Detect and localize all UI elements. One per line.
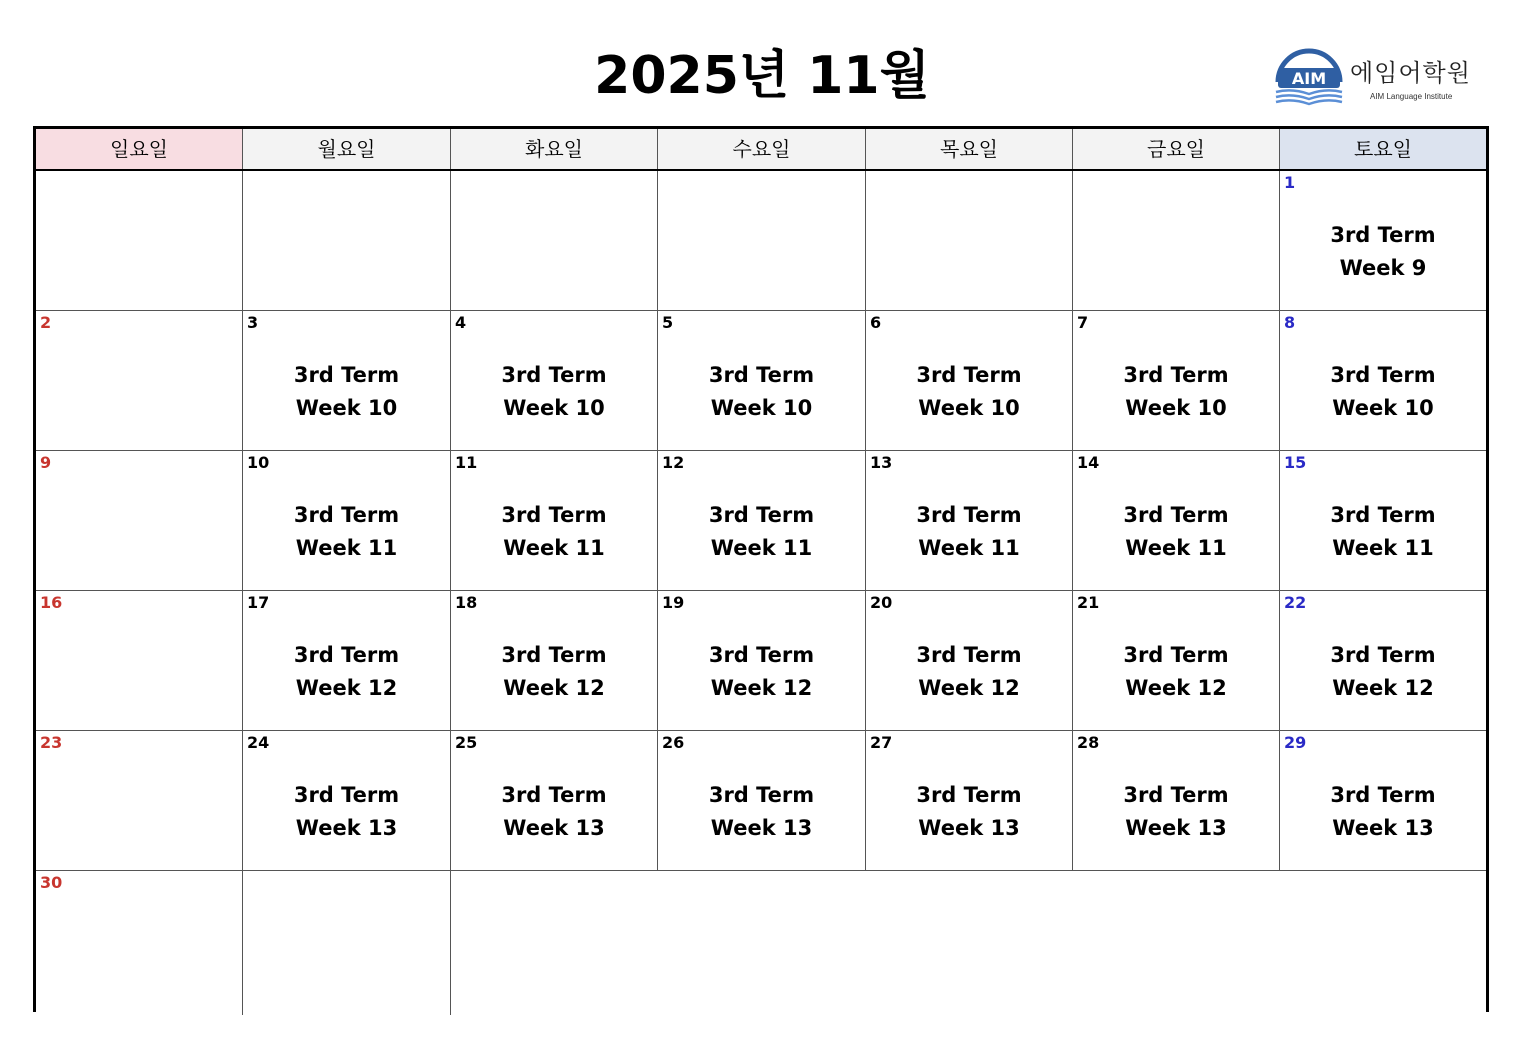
day-number: 5 xyxy=(662,313,674,332)
day-number: 23 xyxy=(40,733,63,752)
day-cell xyxy=(36,171,243,311)
day-number: 8 xyxy=(1284,313,1296,332)
logo-name: 에임어학원 xyxy=(1350,59,1471,87)
day-event: 3rd Term Week 10 xyxy=(1330,363,1436,420)
day-event: 3rd Term Week 9 xyxy=(1330,223,1436,280)
aim-logo-icon xyxy=(1272,48,1346,106)
day-cell xyxy=(451,451,658,591)
day-event: 3rd Term Week 11 xyxy=(293,503,400,560)
weekday-header-monday: 월요일 xyxy=(243,129,451,169)
day-event: 3rd Term Week 11 xyxy=(708,503,815,560)
weekday-header-sunday: 일요일 xyxy=(36,129,243,169)
day-cell xyxy=(36,591,243,731)
day-event: 3rd Term Week 12 xyxy=(1123,643,1229,700)
logo-mark-text: AIM xyxy=(1291,69,1327,88)
day-cell xyxy=(1073,591,1280,731)
day-number: 7 xyxy=(1077,313,1089,332)
weekday-header-wednesday: 수요일 xyxy=(658,129,866,169)
day-cell xyxy=(658,451,866,591)
day-cell xyxy=(1280,591,1486,731)
day-cell xyxy=(451,311,658,451)
day-number: 1 xyxy=(1284,173,1296,192)
weekday-header-tuesday: 화요일 xyxy=(451,129,658,169)
day-cell xyxy=(866,591,1073,731)
day-number: 11 xyxy=(455,453,478,472)
day-event: 3rd Term Week 13 xyxy=(1330,783,1436,840)
day-event: 3rd Term Week 11 xyxy=(501,503,607,560)
day-cell xyxy=(1073,171,1280,311)
day-event: 3rd Term Week 11 xyxy=(1123,503,1229,560)
day-cell xyxy=(243,451,451,591)
day-cell xyxy=(1280,451,1486,591)
day-event: 3rd Term Week 10 xyxy=(501,363,607,420)
weekday-header-row xyxy=(36,129,1486,171)
day-number: 26 xyxy=(662,733,685,752)
day-event: 3rd Term Week 12 xyxy=(708,643,815,700)
day-number: 13 xyxy=(870,453,893,472)
day-event: 3rd Term Week 12 xyxy=(1330,643,1436,700)
day-number: 15 xyxy=(1284,453,1307,472)
day-number: 18 xyxy=(455,593,478,612)
day-cell xyxy=(1280,171,1486,311)
day-cell xyxy=(658,171,866,311)
day-cell xyxy=(658,591,866,731)
day-event: 3rd Term Week 13 xyxy=(708,783,815,840)
weekday-header-friday: 금요일 xyxy=(1073,129,1280,169)
calendar-title: 2025년 11월 xyxy=(594,46,930,106)
weekday-header-saturday: 토요일 xyxy=(1280,129,1486,169)
day-cell xyxy=(36,731,243,871)
day-event: 3rd Term Week 10 xyxy=(1123,363,1229,420)
day-cell xyxy=(243,731,451,871)
day-cell xyxy=(243,871,451,1015)
day-cell xyxy=(1073,311,1280,451)
day-cell xyxy=(451,591,658,731)
day-number: 28 xyxy=(1077,733,1100,752)
day-number: 17 xyxy=(247,593,270,612)
day-number: 14 xyxy=(1077,453,1100,472)
day-number: 16 xyxy=(40,593,63,612)
day-number: 29 xyxy=(1284,733,1307,752)
day-cell xyxy=(866,311,1073,451)
day-number: 3 xyxy=(247,313,259,332)
day-event: 3rd Term Week 10 xyxy=(708,363,815,420)
day-cell xyxy=(243,591,451,731)
day-cell xyxy=(451,731,658,871)
day-number: 24 xyxy=(247,733,270,752)
weekday-header-thursday: 목요일 xyxy=(866,129,1073,169)
day-number: 30 xyxy=(40,873,63,892)
day-number: 27 xyxy=(870,733,893,752)
day-cell xyxy=(1073,731,1280,871)
day-cell xyxy=(36,871,243,1015)
day-event: 3rd Term Week 13 xyxy=(1123,783,1229,840)
day-number: 10 xyxy=(247,453,270,472)
day-cell xyxy=(658,311,866,451)
day-cell xyxy=(866,451,1073,591)
day-number: 6 xyxy=(870,313,882,332)
logo-subtitle: AIM Language Institute xyxy=(1370,92,1453,101)
day-cell xyxy=(866,731,1073,871)
day-number: 2 xyxy=(40,313,52,332)
day-cell xyxy=(243,171,451,311)
day-event: 3rd Term Week 10 xyxy=(293,363,400,420)
day-number: 21 xyxy=(1077,593,1100,612)
day-cell xyxy=(451,171,658,311)
day-cell xyxy=(658,731,866,871)
empty-merged-area xyxy=(451,871,1486,1015)
day-event: 3rd Term Week 12 xyxy=(293,643,400,700)
academy-logo xyxy=(1272,48,1492,108)
month-calendar xyxy=(33,126,1489,1012)
day-event: 3rd Term Week 13 xyxy=(501,783,607,840)
day-cell xyxy=(36,311,243,451)
day-number: 25 xyxy=(455,733,478,752)
day-event: 3rd Term Week 12 xyxy=(501,643,607,700)
day-cell xyxy=(1280,311,1486,451)
day-event: 3rd Term Week 11 xyxy=(1330,503,1436,560)
day-cell xyxy=(243,311,451,451)
day-number: 19 xyxy=(662,593,685,612)
day-event: 3rd Term Week 11 xyxy=(916,503,1022,560)
day-cell xyxy=(1073,451,1280,591)
day-number: 22 xyxy=(1284,593,1307,612)
day-event: 3rd Term Week 13 xyxy=(293,783,400,840)
day-event: 3rd Term Week 13 xyxy=(916,783,1022,840)
day-event: 3rd Term Week 10 xyxy=(916,363,1022,420)
day-number: 4 xyxy=(455,313,467,332)
day-cell xyxy=(1280,731,1486,871)
day-number: 12 xyxy=(662,453,685,472)
day-cell xyxy=(36,451,243,591)
day-number: 20 xyxy=(870,593,893,612)
day-number: 9 xyxy=(40,453,52,472)
day-cell xyxy=(866,171,1073,311)
day-event: 3rd Term Week 12 xyxy=(916,643,1022,700)
